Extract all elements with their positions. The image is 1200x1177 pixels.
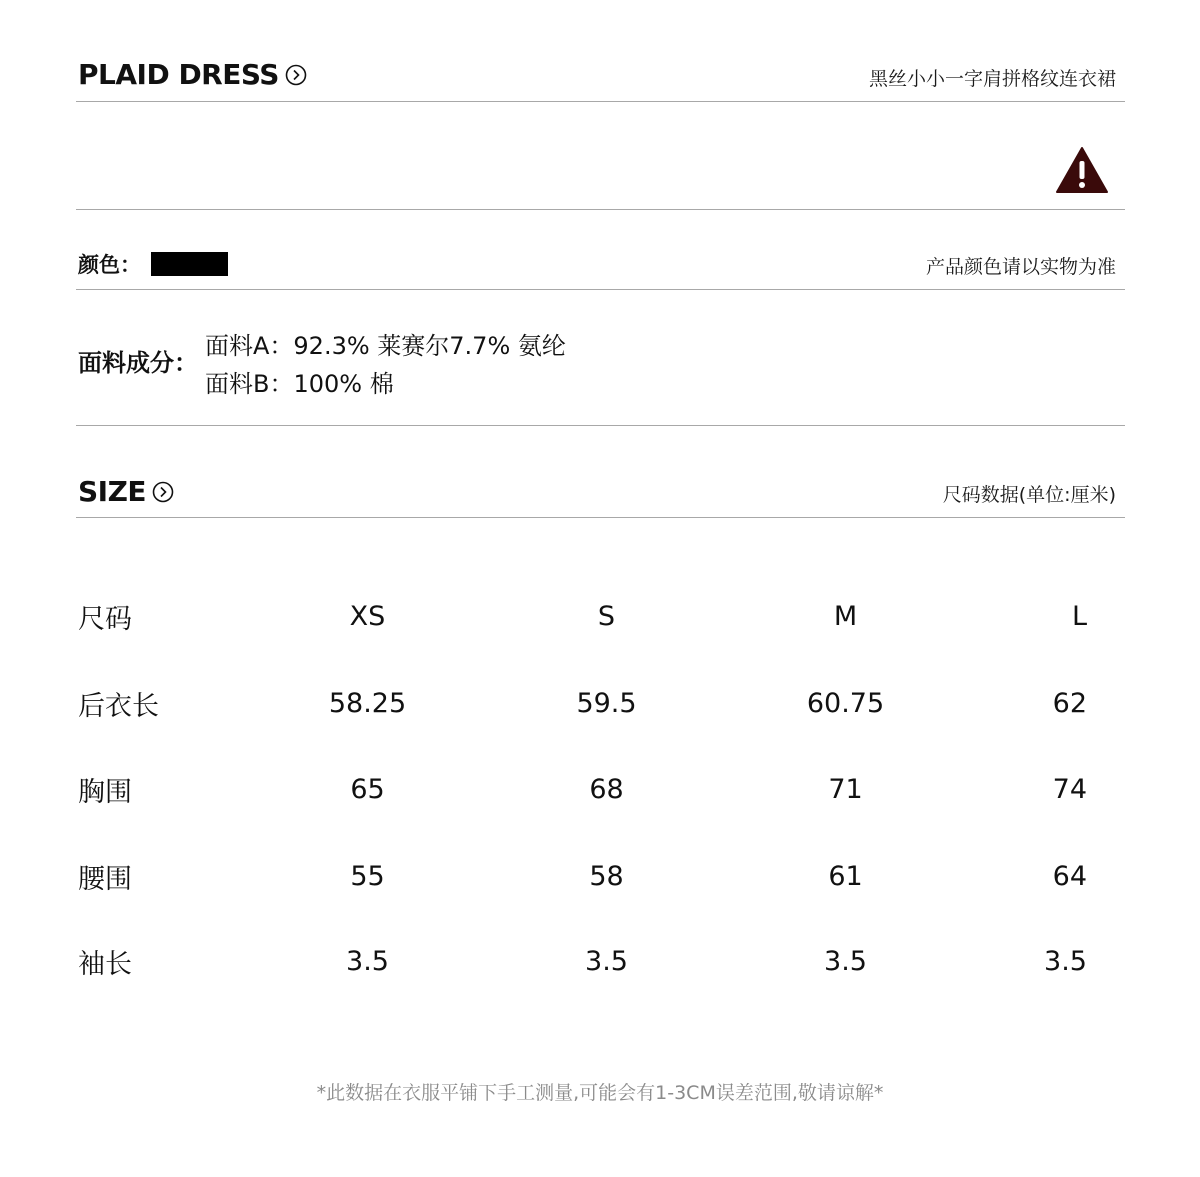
row-label: 后衣长	[78, 690, 159, 722]
chevron-right-circle-icon	[152, 481, 174, 503]
product-title-row	[78, 58, 307, 91]
size-header-s: S	[597, 600, 616, 632]
color-note: 产品颜色请以实物为准	[925, 256, 1116, 278]
table-row	[78, 746, 1087, 832]
row-label: 胸围	[78, 776, 132, 808]
table-cell: 3.5	[346, 945, 389, 977]
table-cell: 62	[1052, 687, 1087, 719]
table-cell: 3.5	[824, 945, 867, 977]
row-label: 腰围	[78, 863, 132, 895]
table-cell: 58.25	[328, 687, 407, 719]
fabric-line-b: 面料B：100% 棉	[205, 370, 394, 398]
table-cell: 55	[350, 860, 385, 892]
chevron-right-circle-icon	[285, 64, 307, 86]
product-title: PLAID DRESS	[78, 58, 279, 91]
size-header-row	[78, 572, 1087, 660]
size-unit-note: 尺码数据(单位:厘米)	[942, 484, 1116, 506]
table-cell: 61	[828, 860, 863, 892]
divider	[76, 101, 1125, 102]
color-label: 颜色：	[78, 253, 141, 277]
size-title: SIZE	[78, 475, 147, 508]
measurement-footnote: *此数据在衣服平铺下手工测量,可能会有1-3CM误差范围,敬请谅解*	[316, 1082, 884, 1104]
table-cell: 3.5	[585, 945, 628, 977]
table-cell: 59.5	[576, 687, 637, 719]
size-header-l: L	[1071, 600, 1087, 632]
table-cell: 71	[828, 773, 863, 805]
table-cell: 3.5	[1044, 945, 1087, 977]
table-cell: 68	[589, 773, 624, 805]
size-title-row	[78, 475, 174, 508]
table-cell: 74	[1052, 773, 1087, 805]
product-name-cn: 黑丝小小一字肩拼格纹连衣裙	[868, 68, 1116, 90]
fabric-label: 面料成分：	[78, 349, 198, 377]
color-swatch	[151, 252, 228, 276]
table-row	[78, 660, 1087, 746]
size-table	[78, 572, 1087, 1002]
table-cell: 65	[350, 773, 385, 805]
table-row	[78, 920, 1087, 1002]
size-header-m: M	[833, 600, 858, 632]
warning-triangle-icon	[1055, 146, 1109, 194]
divider	[76, 289, 1125, 290]
size-header-xs: XS	[349, 600, 386, 632]
table-cell: 60.75	[806, 687, 885, 719]
divider	[76, 425, 1125, 426]
row-label: 袖长	[78, 948, 132, 980]
divider	[76, 209, 1125, 210]
divider	[76, 517, 1125, 518]
fabric-line-a: 面料A：92.3% 莱赛尔7.7% 氨纶	[205, 332, 566, 360]
table-cell: 64	[1052, 860, 1087, 892]
table-cell: 58	[589, 860, 624, 892]
table-row	[78, 832, 1087, 920]
size-header-label: 尺码	[78, 603, 132, 635]
